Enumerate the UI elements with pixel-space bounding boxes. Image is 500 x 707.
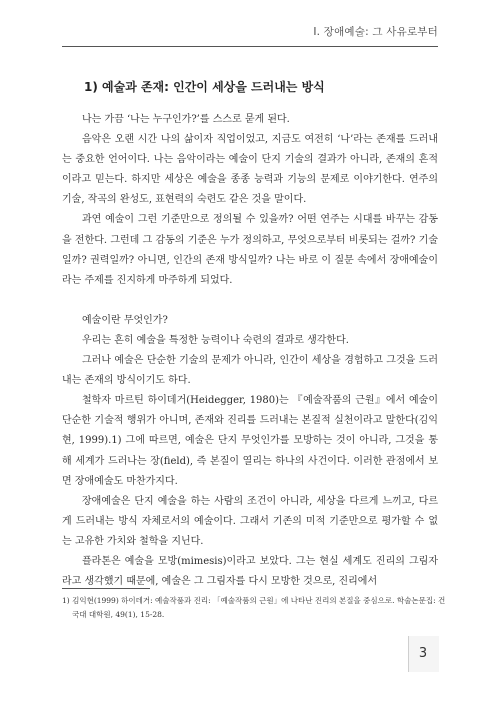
paragraph: 그러나 예술은 단순한 기술의 문제가 아니라, 인간이 세상을 경험하고 그것을 드러내는 존재의 방식이기도 하다. — [62, 355, 438, 387]
paragraph: 우리는 흔히 예술을 특정한 능력이나 숙련의 결과로 생각한다. — [82, 334, 349, 346]
paragraph: 음악은 오랜 시간 나의 삶이자 직업이었고, 지금도 여전히 ‘나’라는 존재를 드러내는 중요한 언어이다. 나는 음악이라는 예술이 단지 기술의 결과가 아니라, 존재의 흔적이라고 믿는다. 하지만 세상은 예술을 종종 능력과 기능의 문제로 이야기한다. 연주의 기술, 작곡의 완성도, 표현력의 숙련도 같은 것을 말이다. — [62, 134, 438, 206]
paragraph: 플라톤은 예술을 모방(mimesis)이라고 보았다. 그는 현실 세계도 진리의 그림자라고 생각했기 때문에, 예술은 그 그림자를 다시 모방한 것으로, 진리에서 — [62, 555, 438, 588]
running-head: Ⅰ. 장애예술: 그 사유로부터 — [313, 26, 438, 38]
footnote: 1) 김익현(1999) 하이데거: 예술작품과 진리: 「예술작품의 근원」에 나타난 진리의 본질을 중심으로. 학술논문집: 건국대 대학원, 49(1), 15-28. — [62, 596, 446, 619]
page-number: 3 — [418, 646, 428, 661]
section-title: 1) 예술과 존재: 인간이 세상을 드러내는 방식 — [84, 80, 325, 94]
paragraph: 철학자 마르틴 하이데거(Heidegger, 1980)는 『예술작품의 근원』에서 예술이 단순한 기술적 행위가 아니며, 존재와 진리를 드러내는 본질적 실천이라고 말한다(김익현, 1999).1) 그에 따르면, 예술은 단지 무엇인가를 모방하는 것이 아니라, 그것을 통해 세계가 드러나는 장(field), 즉 본질이 열리는 하나의 사건이다. 이러한 관점에서 보면 장애예술도 마찬가지다. — [62, 395, 438, 487]
paragraph: 장애예술은 단지 예술을 하는 사람의 조건이 아니라, 세상을 다르게 느끼고, 다르게 드러내는 방식 자체로서의 예술이다. 그래서 기존의 미적 기준만으로 평가할 수 없는 고유한 가치와 철학을 지닌다. — [62, 495, 438, 547]
footnote-divider — [62, 588, 150, 589]
paragraph: 과연 예술이 그런 기준만으로 정의될 수 있을까? 어떤 연주는 시대를 바꾸는 감동을 전한다. 그런데 그 감동의 기준은 누가 정의하고, 무엇으로부터 비롯되는 걸까? 기술일까? 권력일까? 아니면, 인간의 존재 방식일까? 나는 바로 이 질문 속에서 장애예술이라는 주제를 진지하게 마주하게 되었다. — [62, 214, 438, 286]
header-divider — [62, 46, 438, 47]
paragraph: 예술이란 무엇인가? — [82, 314, 168, 326]
body-text — [62, 110, 438, 592]
paragraph: 나는 가끔 ‘나는 누구인가?’를 스스로 묻게 된다. — [82, 114, 290, 125]
